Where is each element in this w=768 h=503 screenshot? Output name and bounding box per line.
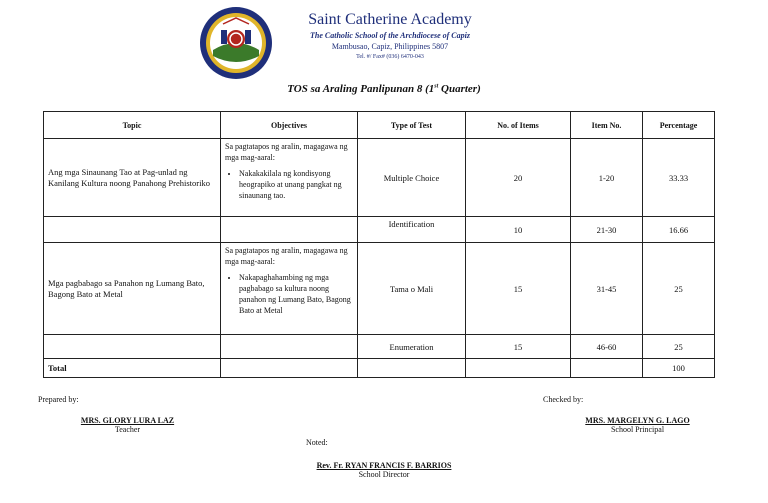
- noted-role: School Director: [358, 470, 410, 479]
- total-label: Total: [44, 359, 221, 378]
- objective-intro: Sa pagtatapos ng aralin, magagawa ng mga mag-aaral:: [225, 142, 348, 162]
- topic-cell: Mga pagbabago sa Panahon ng Lumang Bato, Bagong Bato at Metal: [44, 243, 221, 335]
- objectives-cell: [221, 217, 358, 243]
- school-address: Mambusao, Capiz, Philippines 5807: [331, 42, 449, 51]
- total-empty: [571, 359, 643, 378]
- prepared-label: Prepared by:: [38, 395, 79, 404]
- percentage-cell: 25: [643, 243, 715, 335]
- table-row: [44, 335, 715, 359]
- prepared-block: [50, 416, 205, 434]
- objective-intro: Sa pagtatapos ng aralin, magagawa ng mga mag-aaral:: [225, 246, 348, 266]
- table-header-row: [44, 112, 715, 139]
- school-seal-logo: [199, 6, 273, 80]
- percentage-cell: 25: [643, 335, 715, 359]
- topic-cell: [44, 335, 221, 359]
- type-cell: Multiple Choice: [358, 139, 466, 217]
- header-percentage: Percentage: [643, 112, 715, 139]
- total-empty: [358, 359, 466, 378]
- school-header: [290, 10, 490, 62]
- school-tagline: The Catholic School of the Archdiocese of Capiz: [310, 31, 470, 40]
- topic-cell: Ang mga Sinaunang Tao at Pag-unlad ng Kanilang Kultura noong Panahong Prehistoriko: [44, 139, 221, 217]
- noted-block: [284, 461, 484, 479]
- header-type: Type of Test: [358, 112, 466, 139]
- total-empty: [466, 359, 571, 378]
- objectives-cell: [221, 243, 358, 335]
- total-empty: [221, 359, 358, 378]
- table-row: [44, 217, 715, 243]
- total-row: [44, 359, 715, 378]
- title-suffix: Quarter): [438, 83, 481, 95]
- items-cell: 10: [466, 217, 571, 243]
- item-no-cell: 1-20: [571, 139, 643, 217]
- table-row: [44, 139, 715, 217]
- title-prefix: TOS sa Araling Panlipunan 8 (1: [287, 83, 435, 95]
- checked-label: Checked by:: [543, 395, 584, 404]
- school-tel: Tel. #/ Fax# (036) 6470-043: [356, 54, 424, 60]
- items-cell: 15: [466, 243, 571, 335]
- prepared-name: MRS. GLORY LURA LAZ: [80, 416, 175, 425]
- prepared-role: Teacher: [114, 425, 141, 434]
- header-item-no: Item No.: [571, 112, 643, 139]
- header-topic: Topic: [44, 112, 221, 139]
- checked-block: [560, 416, 715, 434]
- noted-name: Rev. Fr. RYAN FRANCIS F. BARRIOS: [316, 461, 452, 470]
- objectives-cell: [221, 139, 358, 217]
- checked-role: School Principal: [610, 425, 665, 434]
- type-cell: Tama o Mali: [358, 243, 466, 335]
- item-no-cell: 46-60: [571, 335, 643, 359]
- percentage-cell: 16.66: [643, 217, 715, 243]
- objective-bullet: • Nakapaghahambing ng mga pagbabago sa kultura noong panahon ng Lumang Bato, Bagong Bato at Metal: [239, 272, 353, 316]
- items-cell: 20: [466, 139, 571, 217]
- header-items: No. of Items: [466, 112, 571, 139]
- percentage-cell: 33.33: [643, 139, 715, 217]
- title-sup: st: [434, 83, 439, 90]
- items-cell: 15: [466, 335, 571, 359]
- noted-label: Noted:: [306, 438, 328, 447]
- objective-bullet: • Nakakakilala ng kondisyong heograpiko at unang pangkat ng sinaunang tao.: [239, 168, 353, 201]
- item-no-cell: 31-45: [571, 243, 643, 335]
- topic-cell: [44, 217, 221, 243]
- table-row: [44, 243, 715, 335]
- type-cell: Enumeration: [358, 335, 466, 359]
- tos-table: [43, 111, 715, 378]
- type-cell: Identification: [358, 217, 466, 243]
- header-objectives: Objectives: [221, 112, 358, 139]
- checked-name: MRS. MARGELYN G. LAGO: [585, 416, 690, 425]
- school-name: Saint Catherine Academy: [308, 11, 472, 28]
- objectives-cell: [221, 335, 358, 359]
- document-title: [0, 83, 768, 95]
- item-no-cell: 21-30: [571, 217, 643, 243]
- total-percentage: 100: [643, 359, 715, 378]
